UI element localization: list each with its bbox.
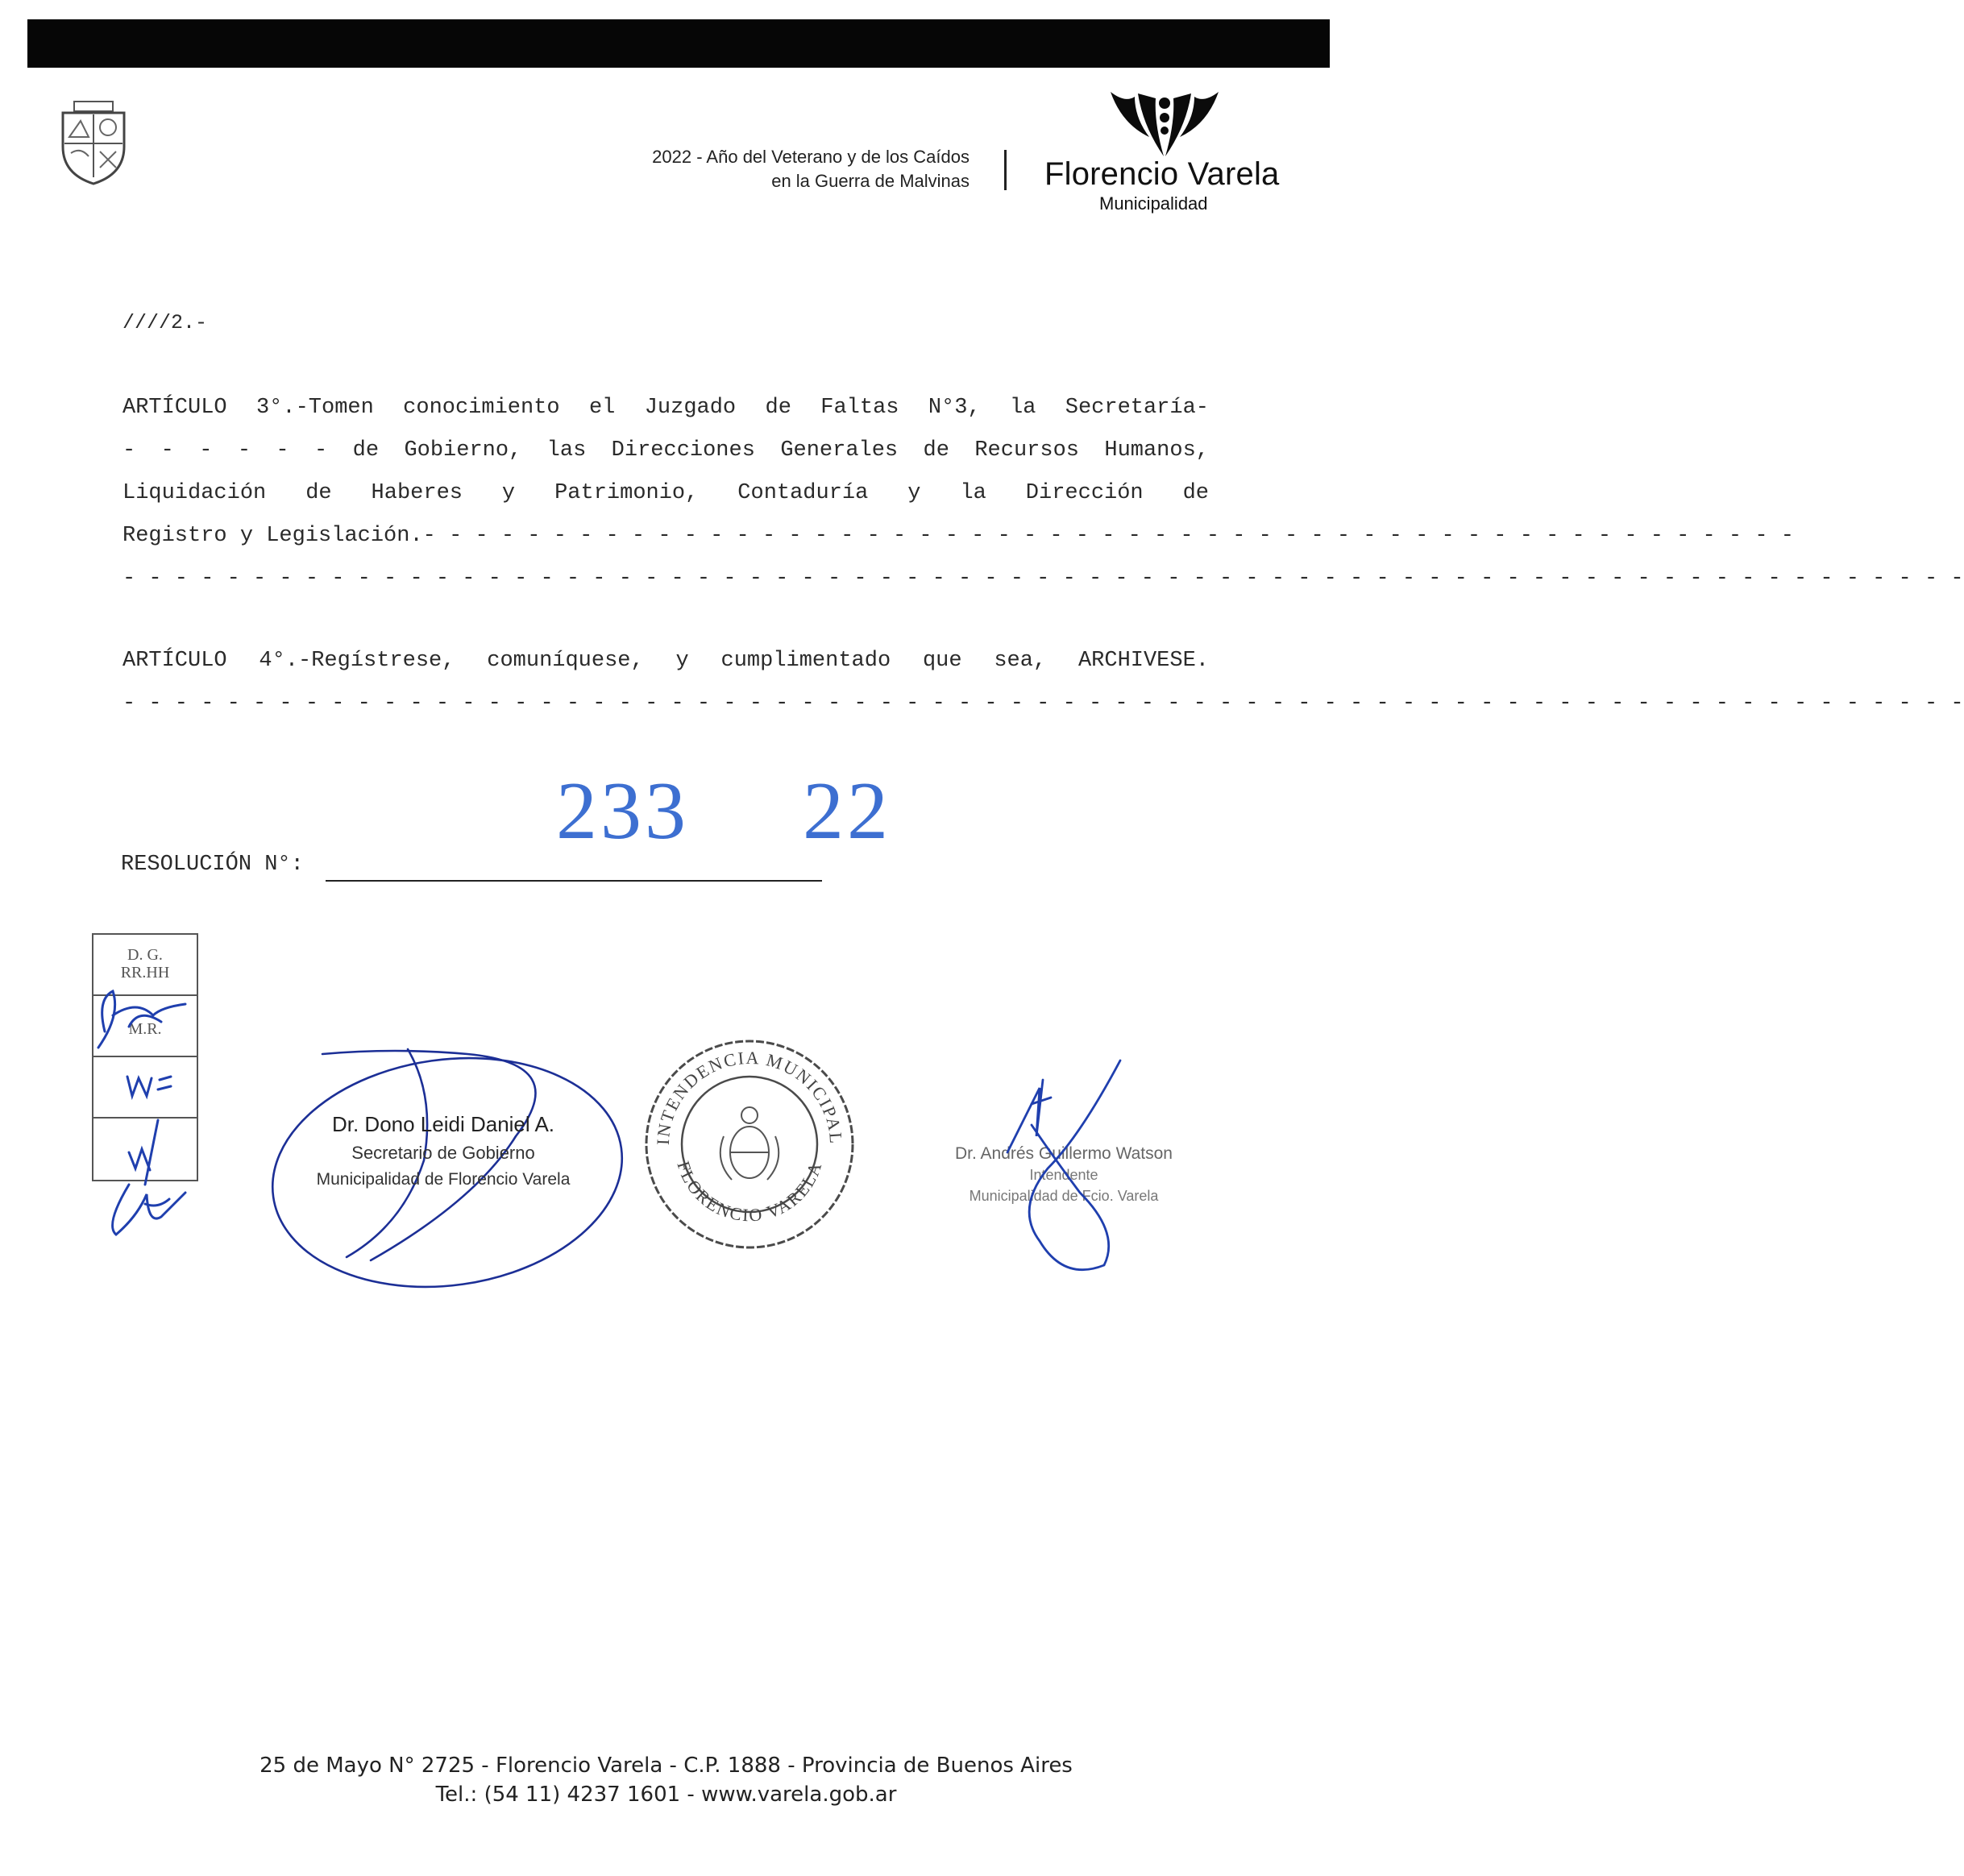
- redaction-bar: [27, 19, 1330, 68]
- municipal-crest-icon: [56, 97, 131, 187]
- article-4-line1: ARTÍCULO 4°.-Regístrese, comuníquese, y cumplimentado que sea, ARCHIVESE.: [122, 649, 1209, 673]
- brand-name: Florencio Varela: [1044, 156, 1280, 192]
- seal-top-text: INTENDENCIA MUNICIPAL: [652, 1047, 847, 1146]
- article-3-line3: Liquidación de Haberes y Patrimonio, Contaduría y la Dirección de: [122, 481, 1209, 505]
- mayor-title: Intendente: [1029, 1167, 1098, 1183]
- page-reference: ////2.-: [122, 311, 208, 334]
- motto: [652, 145, 970, 193]
- secretary-title: Secretario de Gobierno: [351, 1143, 535, 1163]
- article-3-line4-dashes: - - - - - - - - - - - - - - - - - - - - - - - - - - - - - - - - - - - - - - - - - - - - - - - - - - - -: [449, 524, 1794, 548]
- secretary-org: Municipalidad de Florencio Varela: [316, 1170, 571, 1189]
- municipal-seal-icon: [637, 1031, 862, 1257]
- resolution-underline: [326, 880, 822, 882]
- handwritten-initials-icon: [81, 983, 201, 1249]
- mayor-signature-icon: [983, 1048, 1144, 1289]
- header-divider: [1004, 150, 1007, 190]
- motto-line1: 2022 - Año del Veterano y de los Caídos: [652, 147, 970, 167]
- routing-box-rrhh-line1: D. G.: [127, 946, 163, 964]
- motto-line2: en la Guerra de Malvinas: [771, 171, 970, 191]
- secretary-signature-icon: [266, 1040, 629, 1297]
- footer-contact: Tel.: (54 11) 4237 1601 - www.varela.gob.ar: [435, 1783, 897, 1807]
- footer-address: 25 de Mayo N° 2725 - Florencio Varela - C.P. 1888 - Provincia de Buenos Aires: [260, 1754, 1073, 1778]
- article-3-line5: - - - - - - - - - - - - - - - - - - - - - - - - - - - - - - - - - - - - - - - - - - - - - - - - - - - - - - - - - - - - - - - - - - - - - - -: [122, 567, 1964, 591]
- article-3-line1: ARTÍCULO 3°.-Tomen conocimiento el Juzgado de Faltas N°3, la Secretaría-: [122, 396, 1209, 420]
- secretary-name: Dr. Dono Leidi Daniel A.: [331, 1112, 555, 1136]
- routing-box-mr-line1: M.R.: [128, 1020, 162, 1038]
- article-4-line2: - - - - - - - - - - - - - - - - - - - - - - - - - - - - - - - - - - - - - - - - - - - - - - - - - - - - - - - - - - - - - - - - - - - - - - -: [122, 691, 1964, 716]
- article-3: [122, 387, 1964, 600]
- brand-subtitle: Municipalidad: [1099, 193, 1208, 214]
- mayor-name: Dr. Andrés Guillermo Watson: [955, 1144, 1173, 1163]
- article-4: [122, 640, 1964, 725]
- article-3-line4: [122, 515, 1794, 558]
- article-3-line2: - - - - - - de Gobierno, las Direcciones Generales de Recursos Humanos,: [122, 438, 1209, 463]
- resolution-year-stamp: 22: [803, 766, 891, 857]
- mayor-org: Municipalidad de Fcio. Varela: [969, 1188, 1159, 1204]
- resolution-label: RESOLUCIÓN N°:: [121, 853, 304, 877]
- routing-box-rrhh-line2: RR.HH: [120, 964, 170, 982]
- resolution-number-stamp: 233: [556, 766, 689, 857]
- seal-bottom-text: FLORENCIO VARELA: [673, 1158, 826, 1226]
- florencio-varela-logo-icon: [1107, 85, 1222, 160]
- article-3-line4-text: Registro y Legislación.-: [122, 524, 436, 548]
